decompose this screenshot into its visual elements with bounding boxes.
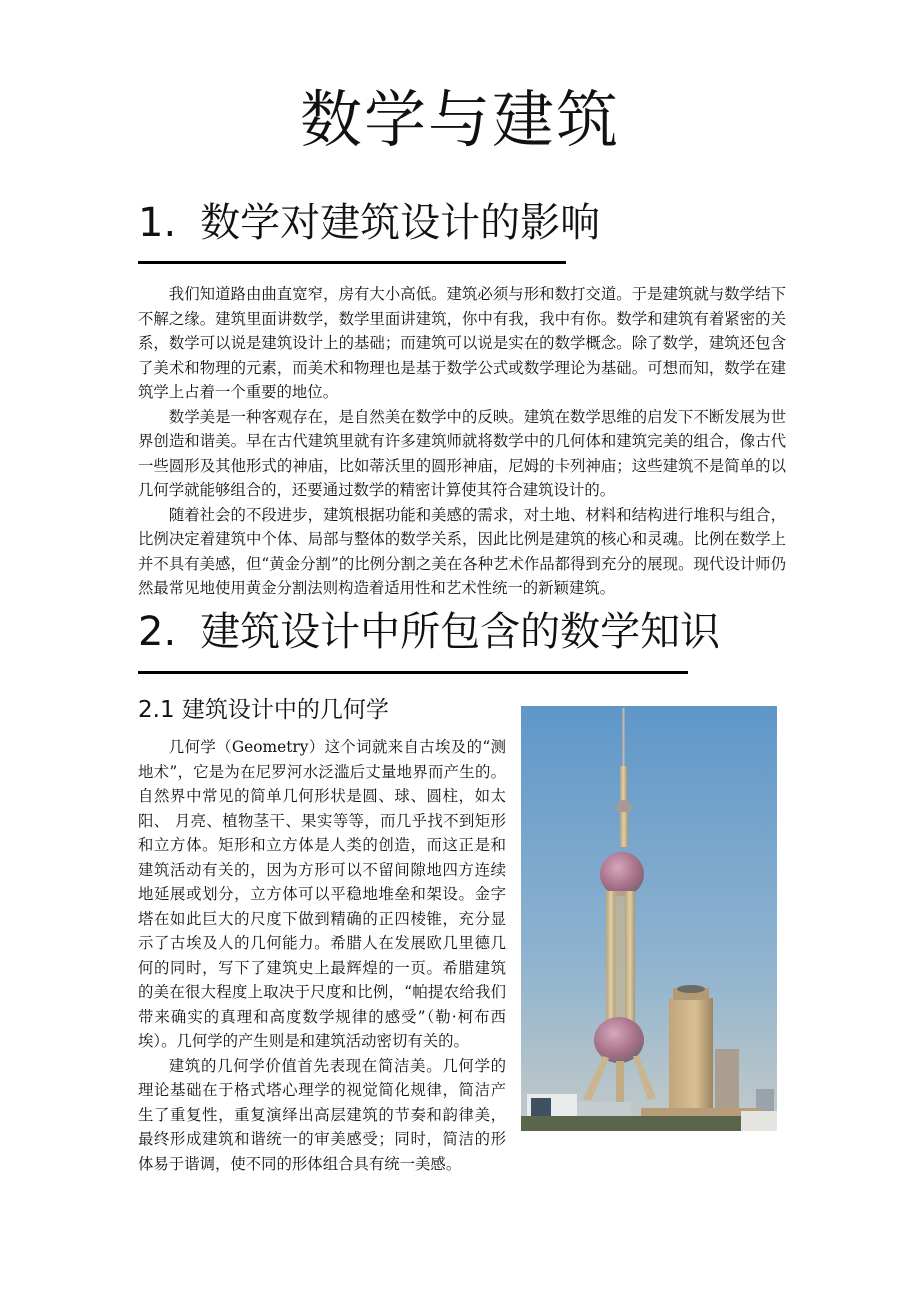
section-1-rule	[138, 261, 566, 264]
section-2-rule	[138, 671, 688, 674]
subsection-2-1-heading: 2.1 建筑设计中的几何学	[138, 697, 389, 723]
section-1-title: 数学对建筑设计的影响	[200, 200, 601, 246]
paragraph: 数学美是一种客观存在，是自然美在数学中的反映。建筑在数学思维的启发下不断发展为世界创造和谐美。早在古代建筑里就有许多建筑师就将数学中的几何体和建筑完美的组合，像古代一些圆形及其他形式的神庙，比如蒂沃里的圆形神庙，尼姆的卡列神庙；这些建筑不是简单的以几何学就能够组合的，还要通过数学的精密计算使其符合建筑设计的。	[138, 407, 786, 499]
paragraph: 几何学（Geometry）这个词就来自古埃及的“测地术”，它是为在尼罗河水泛滥后丈量地界而产生的。自然界中常见的简单几何形状是圆、球、圆柱，如太阳、 月亮、植物茎干、果实等等，而几乎找不到矩形和立方体。矩形和立方体是人类的创造，而这正是和建筑活动有关的，因为方形可以不留间隙地四方连续地延展或划分，立方体可以平稳地堆垒和架设。金字塔在如此巨大的尺度下做到精确的正四棱锥，充分显示了古埃及人的几何能力。希腊人在发展欧几里德几何的同时，写下了建筑史上最辉煌的一页。希腊建筑的美在很大程度上取决于尺度和比例，“帕提农给我们带来确实的真理和高度数学规律的感受”（勒·柯布西埃）。几何学的产生则是和建筑活动密切有关的。	[138, 738, 506, 1050]
section-1-body	[138, 282, 786, 601]
section-1-number: 1.	[138, 200, 177, 246]
oriental-pearl-tower-photo	[521, 706, 777, 1131]
paragraph: 随着社会的不段进步，建筑根据功能和美感的需求，对土地、材料和结构进行堆积与组合，比例决定着建筑中个体、局部与整体的数学关系，因此比例是建筑的核心和灵魂。比例在数学上并不具有美感，但“黄金分割”的比例分割之美在各种艺术作品都得到充分的展现。现代设计师仍然最常见地使用黄金分割法则构造着适用性和艺术性统一的新颖建筑。	[138, 505, 786, 597]
paragraph: 建筑的几何学价值首先表现在简洁美。几何学的理论基础在于格式塔心理学的视觉简化规律，简洁产生了重复性，重复演绎出高层建筑的节奏和韵律美，最终形成建筑和谐统一的审美感受；同时，简洁的形体易于谐调，使不同的形体组合具有统一美感。	[138, 1056, 506, 1173]
section-2-number: 2.	[138, 609, 177, 655]
subsection-2-1-body	[138, 735, 506, 1176]
document-title: 数学与建筑	[299, 83, 620, 156]
section-1-heading	[138, 197, 600, 249]
section-2-title: 建筑设计中所包含的数学知识	[200, 609, 721, 655]
paragraph: 我们知道路由曲直宽窄，房有大小高低。建筑必须与形和数打交道。于是建筑就与数学结下不解之缘。建筑里面讲数学，数学里面讲建筑，你中有我，我中有你。数学和建筑有着紧密的关系，数学可以说是建筑设计上的基础；而建筑可以说是实在的数学概念。除了数学，建筑还包含了美术和物理的元素，而美术和物理也是基于数学公式或数学理论为基础。可想而知，数学在建筑学上占着一个重要的地位。	[138, 285, 786, 401]
section-2-heading	[138, 606, 720, 658]
